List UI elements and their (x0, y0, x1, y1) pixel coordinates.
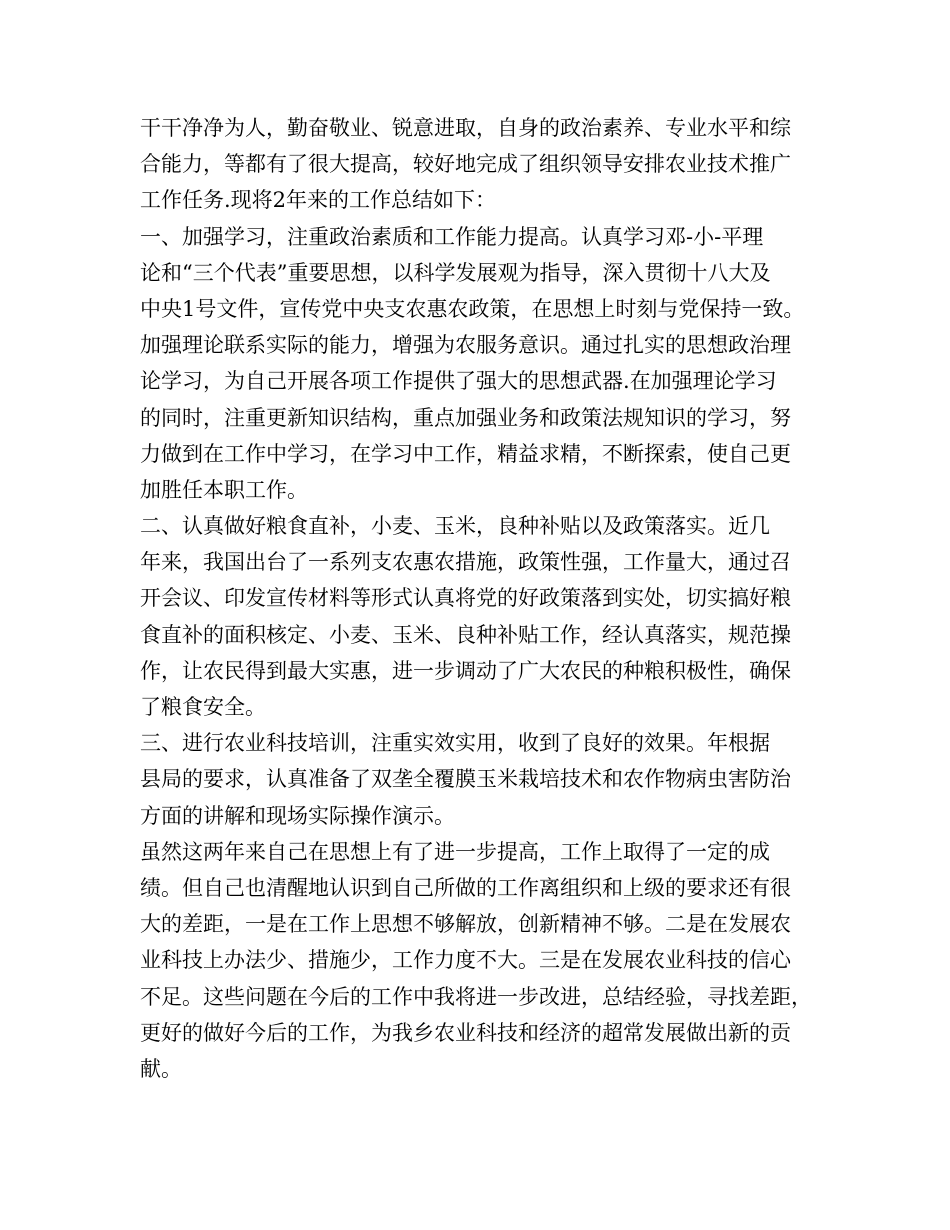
text-line: 大的差距，一是在工作上思想不够解放，创新精神不够。二是在发展农 (140, 912, 791, 937)
text-line: 不足。这些问题在今后的工作中我将进一步改进，总结经验，寻找差距， (140, 984, 812, 1009)
text-line: 作，让农民得到最大实惠，进一步调动了广大农民的种粮积极性，确保 (140, 658, 791, 683)
text-line: 论学习，为自己开展各项工作提供了强大的思想武器.在加强理论学习 (140, 369, 777, 394)
text-line: 加强理论联系实际的能力，增强为农服务意识。通过扎实的思想政治理 (140, 333, 791, 358)
text-line: 食直补的面积核定、小麦、玉米、良种补贴工作，经认真落实，规范操 (140, 622, 791, 647)
text-line: 干干净净为人，勤奋敬业、锐意进取，自身的政治素养、专业水平和综 (140, 116, 791, 140)
text-line: 献。 (140, 1056, 182, 1081)
text-line: 二、认真做好粮食直补，小麦、玉米，良种补贴以及政策落实。近几 (140, 514, 770, 539)
text-line: 年来，我国出台了一系列支农惠农措施，政策性强，工作量大，通过召 (140, 550, 791, 575)
text-line: 一、加强学习，注重政治素质和工作能力提高。认真学习邓-小-平理 (140, 224, 764, 249)
text-line: 合能力，等都有了很大提高，较好地完成了组织领导安排农业技术推广 (140, 152, 791, 177)
text-line: 了粮食安全。 (140, 695, 266, 719)
text-line: 工作任务.现将2年来的工作总结如下： (140, 188, 497, 213)
text-line: 业科技上办法少、措施少，工作力度不大。三是在发展农业科技的信心 (140, 948, 791, 973)
text-line: 中央1号文件，宣传党中央支农惠农政策，在思想上时刻与党保持一致。 (140, 296, 805, 321)
text-line: 开会议、印发宣传材料等形式认真将党的好政策落到实处，切实搞好粮 (140, 586, 791, 611)
text-line: 绩。但自己也清醒地认识到自己所做的工作离组织和上级的要求还有很 (140, 875, 791, 900)
document-body (140, 110, 840, 1087)
text-line: 加胜任本职工作。 (140, 477, 308, 502)
text-line: 虽然这两年来自己在思想上有了进一步提高，工作上取得了一定的成 (140, 839, 770, 864)
text-line: 论和“三个代表”重要思想，以科学发展观为指导，深入贯彻十八大及 (140, 260, 771, 285)
text-line: 方面的讲解和现场实际操作演示。 (140, 803, 455, 828)
text-line: 更好的做好今后的工作，为我乡农业科技和经济的超常发展做出新的贡 (140, 1020, 791, 1045)
text-line: 县局的要求，认真准备了双垄全覆膜玉米栽培技术和农作物病虫害防治 (140, 767, 791, 792)
text-line: 三、进行农业科技培训，注重实效实用，收到了良好的效果。年根据 (140, 731, 770, 756)
text-line: 的同时，注重更新知识结构，重点加强业务和政策法规知识的学习，努 (140, 405, 791, 430)
text-line: 力做到在工作中学习，在学习中工作，精益求精，不断探索，使自己更 (140, 441, 791, 466)
